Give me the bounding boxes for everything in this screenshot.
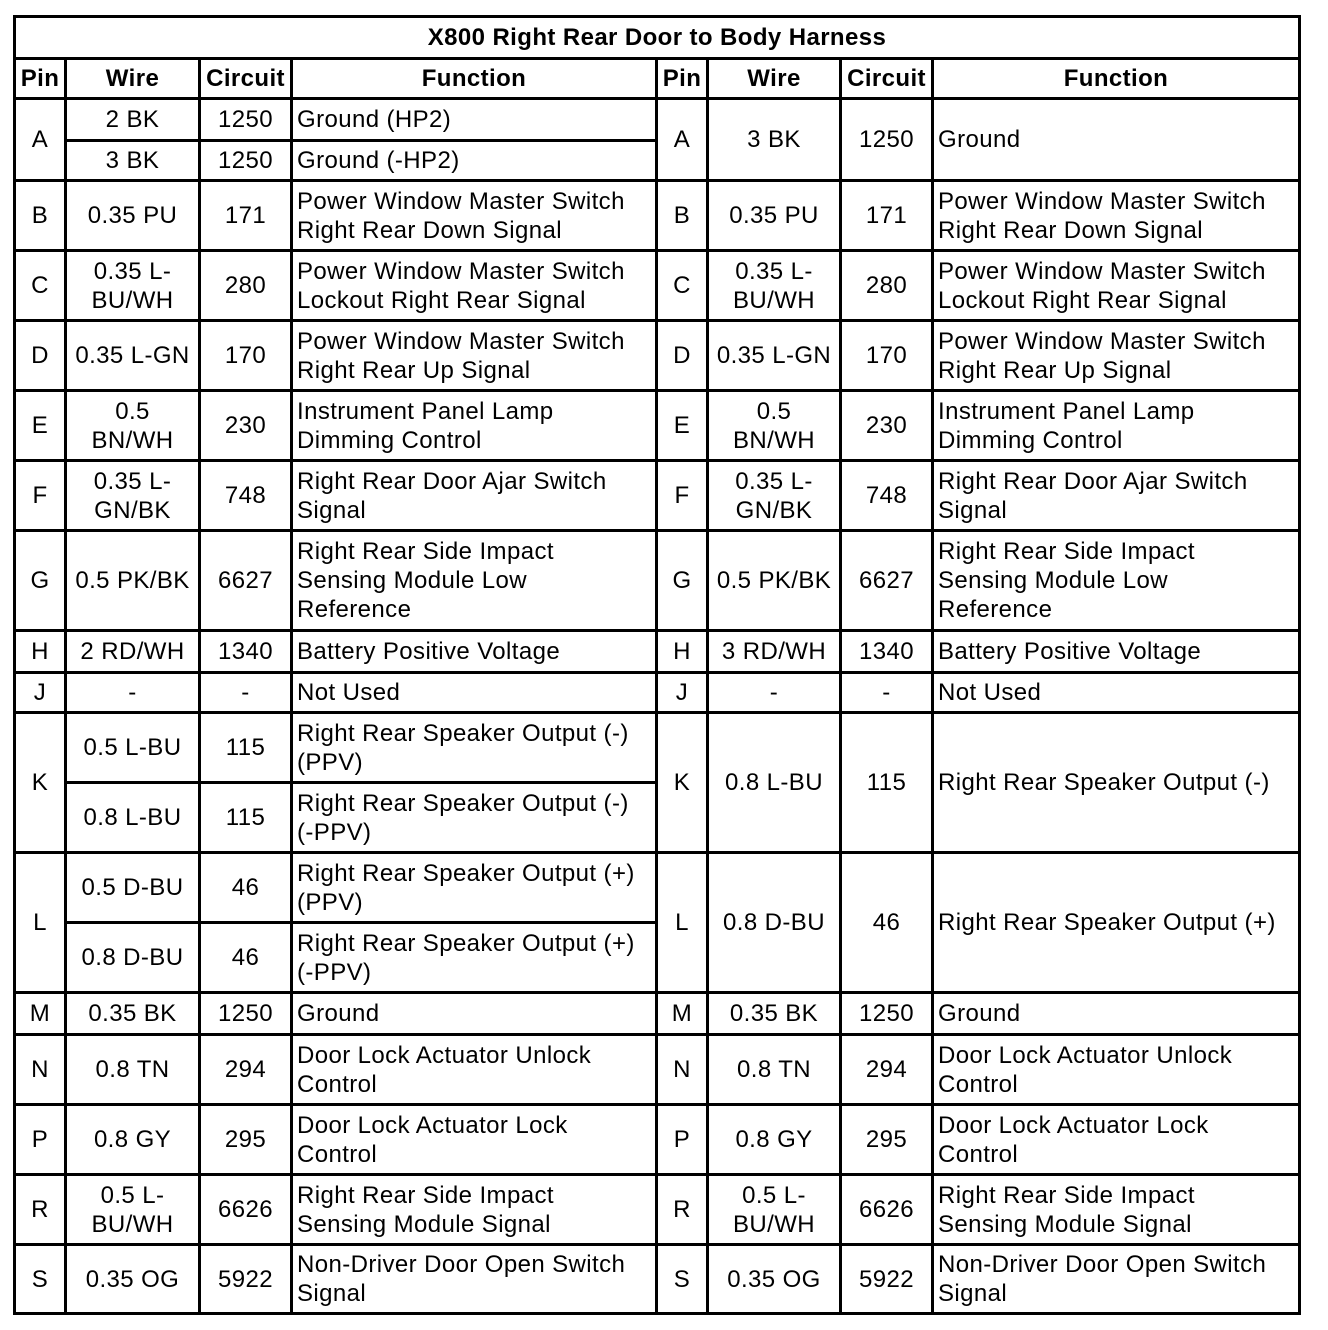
left-pin-cell: J xyxy=(16,674,64,711)
left-header-wire: Wire xyxy=(67,60,198,97)
right-function-cell: Right Rear Speaker Output (-) xyxy=(934,714,1298,851)
right-wire-cell: 0.5 BN/WH xyxy=(709,392,839,459)
left-pin-cell: G xyxy=(16,532,64,629)
right-circuit-cell: 748 xyxy=(842,462,931,529)
right-pin-cell: G xyxy=(658,532,706,629)
right-wire-cell: 0.35 L- BU/WH xyxy=(709,252,839,319)
left-circuit-cell: 6626 xyxy=(201,1176,290,1243)
right-circuit-cell: 1250 xyxy=(842,100,931,179)
right-circuit-cell: 170 xyxy=(842,322,931,389)
right-header-circuit: Circuit xyxy=(842,60,931,97)
right-pin-cell: P xyxy=(658,1106,706,1173)
left-circuit-cell: 115 xyxy=(201,714,290,781)
left-function-cell: Right Rear Speaker Output (+) (PPV) xyxy=(293,854,655,921)
right-wire-cell: 0.35 L- GN/BK xyxy=(709,462,839,529)
left-pin-cell: B xyxy=(16,182,64,249)
left-pin-cell: P xyxy=(16,1106,64,1173)
right-function-cell: Door Lock Actuator Unlock Control xyxy=(934,1036,1298,1103)
right-wire-cell: 0.8 TN xyxy=(709,1036,839,1103)
right-function-cell: Power Window Master Switch Right Rear Down Signal xyxy=(934,182,1298,249)
left-function-cell: Power Window Master Switch Right Rear Up Signal xyxy=(293,322,655,389)
left-function-cell: Door Lock Actuator Unlock Control xyxy=(293,1036,655,1103)
right-pin-cell: A xyxy=(658,100,706,179)
right-circuit-cell: 6627 xyxy=(842,532,931,629)
right-pin-cell: J xyxy=(658,674,706,711)
right-function-cell: Ground xyxy=(934,100,1298,179)
right-function-cell: Right Rear Door Ajar Switch Signal xyxy=(934,462,1298,529)
left-header-circuit: Circuit xyxy=(201,60,290,97)
left-wire-cell: 3 BK xyxy=(67,142,198,179)
left-circuit-cell: 115 xyxy=(201,784,290,851)
right-function-cell: Right Rear Side Impact Sensing Module Signal xyxy=(934,1176,1298,1243)
left-wire-cell: 0.5 D-BU xyxy=(67,854,198,921)
right-wire-cell: 0.35 L-GN xyxy=(709,322,839,389)
right-wire-cell: 0.5 L- BU/WH xyxy=(709,1176,839,1243)
right-pin-cell: E xyxy=(658,392,706,459)
left-pin-cell: A xyxy=(16,100,64,179)
right-circuit-cell: 46 xyxy=(842,854,931,991)
left-pin-cell: S xyxy=(16,1246,64,1312)
right-pin-cell: C xyxy=(658,252,706,319)
right-wire-cell: 0.8 L-BU xyxy=(709,714,839,851)
left-wire-cell: 0.5 L- BU/WH xyxy=(67,1176,198,1243)
left-function-cell: Not Used xyxy=(293,674,655,711)
right-wire-cell: 0.8 GY xyxy=(709,1106,839,1173)
table-title: X800 Right Rear Door to Body Harness xyxy=(16,18,1298,57)
left-function-cell: Non-Driver Door Open Switch Signal xyxy=(293,1246,655,1312)
left-function-cell: Door Lock Actuator Lock Control xyxy=(293,1106,655,1173)
right-circuit-cell: 5922 xyxy=(842,1246,931,1312)
left-pin-cell: D xyxy=(16,322,64,389)
left-pin-cell: H xyxy=(16,632,64,671)
right-wire-cell: 3 BK xyxy=(709,100,839,179)
left-circuit-cell: 1250 xyxy=(201,100,290,139)
left-header-pin: Pin xyxy=(16,60,64,97)
right-pin-cell: K xyxy=(658,714,706,851)
left-function-cell: Right Rear Side Impact Sensing Module Low Reference xyxy=(293,532,655,629)
right-wire-cell: 0.35 BK xyxy=(709,994,839,1033)
left-circuit-cell: 171 xyxy=(201,182,290,249)
left-wire-cell: 0.8 TN xyxy=(67,1036,198,1103)
left-pin-cell: N xyxy=(16,1036,64,1103)
right-pin-cell: R xyxy=(658,1176,706,1243)
left-circuit-cell: 294 xyxy=(201,1036,290,1103)
right-pin-cell: S xyxy=(658,1246,706,1312)
left-circuit-cell: - xyxy=(201,674,290,711)
left-circuit-cell: 1250 xyxy=(201,142,290,179)
left-circuit-cell: 1250 xyxy=(201,994,290,1033)
left-circuit-cell: 1340 xyxy=(201,632,290,671)
right-function-cell: Power Window Master Switch Lockout Right Rear Signal xyxy=(934,252,1298,319)
left-function-cell: Right Rear Side Impact Sensing Module Signal xyxy=(293,1176,655,1243)
left-circuit-cell: 170 xyxy=(201,322,290,389)
left-wire-cell: - xyxy=(67,674,198,711)
right-pin-cell: D xyxy=(658,322,706,389)
left-wire-cell: 0.35 L- BU/WH xyxy=(67,252,198,319)
left-circuit-cell: 230 xyxy=(201,392,290,459)
right-pin-cell: N xyxy=(658,1036,706,1103)
right-pin-cell: H xyxy=(658,632,706,671)
left-function-cell: Power Window Master Switch Right Rear Down Signal xyxy=(293,182,655,249)
right-pin-cell: F xyxy=(658,462,706,529)
right-circuit-cell: 115 xyxy=(842,714,931,851)
right-circuit-cell: 6626 xyxy=(842,1176,931,1243)
left-function-cell: Power Window Master Switch Lockout Right Rear Signal xyxy=(293,252,655,319)
left-wire-cell: 2 RD/WH xyxy=(67,632,198,671)
left-pin-cell: F xyxy=(16,462,64,529)
right-function-cell: Instrument Panel Lamp Dimming Control xyxy=(934,392,1298,459)
right-wire-cell: - xyxy=(709,674,839,711)
right-circuit-cell: 1340 xyxy=(842,632,931,671)
left-circuit-cell: 280 xyxy=(201,252,290,319)
left-wire-cell: 0.35 OG xyxy=(67,1246,198,1312)
left-wire-cell: 0.5 PK/BK xyxy=(67,532,198,629)
left-function-cell: Right Rear Speaker Output (+) (-PPV) xyxy=(293,924,655,991)
right-function-cell: Battery Positive Voltage xyxy=(934,632,1298,671)
right-pin-cell: B xyxy=(658,182,706,249)
left-wire-cell: 0.8 GY xyxy=(67,1106,198,1173)
right-circuit-cell: 230 xyxy=(842,392,931,459)
left-pin-cell: E xyxy=(16,392,64,459)
left-pin-cell: M xyxy=(16,994,64,1033)
left-header-function: Function xyxy=(293,60,655,97)
left-circuit-cell: 6627 xyxy=(201,532,290,629)
left-wire-cell: 0.5 BN/WH xyxy=(67,392,198,459)
left-wire-cell: 0.35 BK xyxy=(67,994,198,1033)
left-wire-cell: 0.35 PU xyxy=(67,182,198,249)
left-wire-cell: 0.35 L- GN/BK xyxy=(67,462,198,529)
left-pin-cell: C xyxy=(16,252,64,319)
left-wire-cell: 2 BK xyxy=(67,100,198,139)
right-function-cell: Power Window Master Switch Right Rear Up Signal xyxy=(934,322,1298,389)
right-function-cell: Ground xyxy=(934,994,1298,1033)
right-function-cell: Door Lock Actuator Lock Control xyxy=(934,1106,1298,1173)
right-function-cell: Non-Driver Door Open Switch Signal xyxy=(934,1246,1298,1312)
left-function-cell: Ground xyxy=(293,994,655,1033)
left-function-cell: Right Rear Door Ajar Switch Signal xyxy=(293,462,655,529)
left-function-cell: Instrument Panel Lamp Dimming Control xyxy=(293,392,655,459)
right-wire-cell: 0.5 PK/BK xyxy=(709,532,839,629)
left-circuit-cell: 295 xyxy=(201,1106,290,1173)
right-circuit-cell: 171 xyxy=(842,182,931,249)
right-circuit-cell: 294 xyxy=(842,1036,931,1103)
left-circuit-cell: 748 xyxy=(201,462,290,529)
left-pin-cell: R xyxy=(16,1176,64,1243)
right-wire-cell: 0.8 D-BU xyxy=(709,854,839,991)
left-wire-cell: 0.8 L-BU xyxy=(67,784,198,851)
right-pin-cell: L xyxy=(658,854,706,991)
left-function-cell: Right Rear Speaker Output (-) (PPV) xyxy=(293,714,655,781)
left-pin-cell: K xyxy=(16,714,64,851)
right-circuit-cell: 1250 xyxy=(842,994,931,1033)
right-circuit-cell: 295 xyxy=(842,1106,931,1173)
right-circuit-cell: 280 xyxy=(842,252,931,319)
right-function-cell: Right Rear Side Impact Sensing Module Low Reference xyxy=(934,532,1298,629)
right-pin-cell: M xyxy=(658,994,706,1033)
right-header-function: Function xyxy=(934,60,1298,97)
right-wire-cell: 0.35 OG xyxy=(709,1246,839,1312)
left-function-cell: Ground (-HP2) xyxy=(293,142,655,179)
harness-table xyxy=(13,15,1301,1315)
left-function-cell: Ground (HP2) xyxy=(293,100,655,139)
left-pin-cell: L xyxy=(16,854,64,991)
right-header-pin: Pin xyxy=(658,60,706,97)
left-circuit-cell: 46 xyxy=(201,924,290,991)
left-wire-cell: 0.35 L-GN xyxy=(67,322,198,389)
left-circuit-cell: 46 xyxy=(201,854,290,921)
right-function-cell: Right Rear Speaker Output (+) xyxy=(934,854,1298,991)
left-circuit-cell: 5922 xyxy=(201,1246,290,1312)
right-function-cell: Not Used xyxy=(934,674,1298,711)
left-function-cell: Right Rear Speaker Output (-) (-PPV) xyxy=(293,784,655,851)
right-wire-cell: 0.35 PU xyxy=(709,182,839,249)
right-wire-cell: 3 RD/WH xyxy=(709,632,839,671)
left-function-cell: Battery Positive Voltage xyxy=(293,632,655,671)
right-header-wire: Wire xyxy=(709,60,839,97)
left-wire-cell: 0.5 L-BU xyxy=(67,714,198,781)
left-wire-cell: 0.8 D-BU xyxy=(67,924,198,991)
right-circuit-cell: - xyxy=(842,674,931,711)
